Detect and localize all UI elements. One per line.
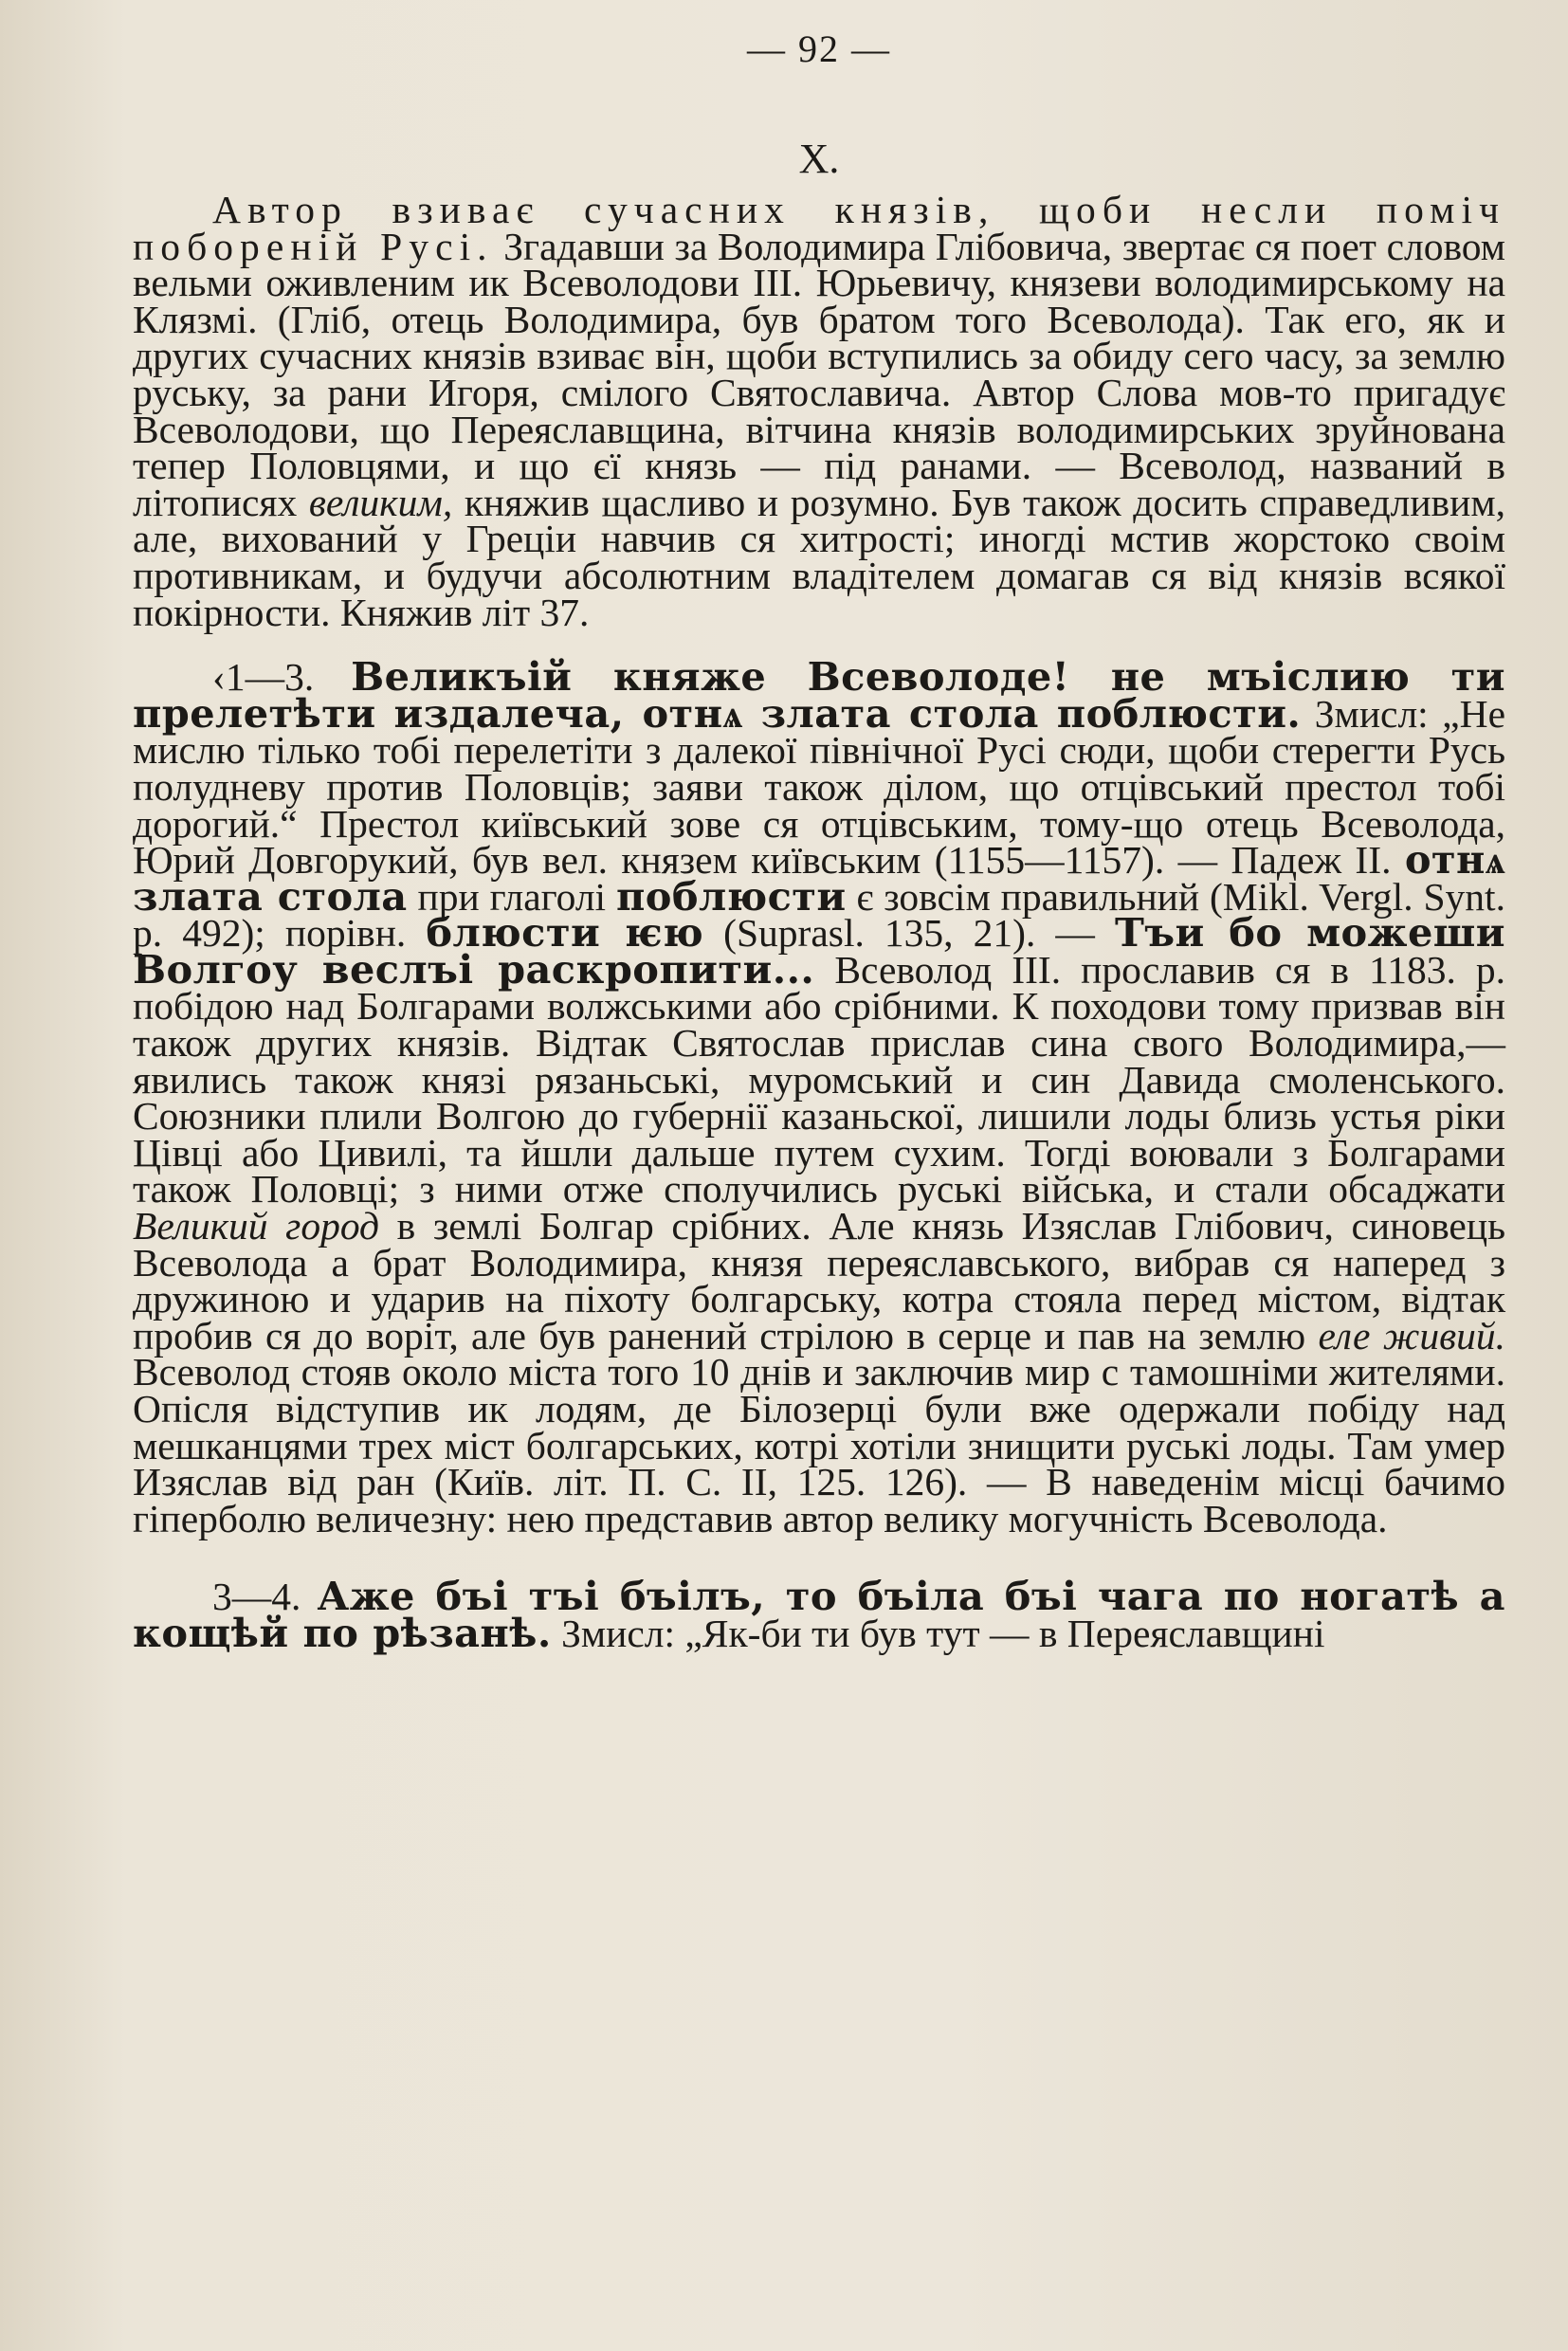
church-slavonic-quote: отнѧ злата стола (133, 836, 1505, 920)
italic-term: еле живий. (1318, 1313, 1505, 1358)
text-run: Згадавши за Володимира Глібовича, звертає ся поет словом вельми оживленим ик Всеволодови III. Юрьевичу, князеви володимирському на Клязмі. (Гліб, отець Володимира, був братом того Всеволода). Так его, як и других сучасних князів взиває він, щоби вступились за обиду сего часу, за землю руську, за рани Игоря, смілого Святославича. Автор Слова мов-то пригадує Всеволодови, що Переяславщина, вітчина князів володимирських зруйнована тепер Половцями, и що єї князь — під ранами. — Всеволод, названий в літописях (133, 224, 1505, 524)
verse-reference: 3—4. (212, 1575, 318, 1619)
paragraph-intro (133, 188, 1505, 634)
text-run: (Suprasl. 135, 21). — (703, 911, 1115, 956)
text-run: є зовсім правильний (Mikl. Vergl. Synt. p. 492); порівн. (133, 874, 1505, 956)
church-slavonic-quote: поблюсти (615, 872, 847, 920)
chapter-heading: X. (798, 136, 840, 182)
church-slavonic-quote: Великъій княже Всеволоде! не мъіслию ти прелетѣти издалеча, отнѧ злата стола поблюсти. (133, 653, 1505, 737)
church-slavonic-quote: блюсти ѥю (426, 909, 704, 957)
page-number: — 92 — (747, 27, 891, 70)
verse-reference: ‹1—3. (212, 655, 352, 700)
text-run: при глаголі (407, 874, 616, 919)
italic-term: Великий город (133, 1204, 380, 1248)
paragraph-commentary-1-3 (133, 653, 1505, 1540)
text-run: Всеволод стояв около міста того 10 днів и заключив мир с тамошніми жителями. Опісля відступив ик лодям, де Білозерці були вже одержали побіду над мешканцями трех міст болгарських, котрі хотіли знищити руські лоды. Там умер Изяслав від ран (Київ. літ. П. С. II, 125. 126). — В наведенім місці бачимо гіперболю величезну: нею представив автор велику могучність Всеволода. (133, 1350, 1505, 1540)
text-run: Всеволод III. прославив ся в 1183. р. побідою над Болгарами волжськими або срібними. К походови тому призвав він також других князів. Відтак Святослав прислав сина свого Володимира,— явились також князі рязаньські, муромський и син Давида смоленського. Союзники плили Волгою до губернії казаньскої, лишили лоды близь устья ріки Цівці або Цивилі, та йшли дальше путем сухим. Тогді воювали з Болгарами також Половці; з ними отже сполучились руські війська, и стали обсаджати (133, 947, 1505, 1212)
text-run: княжив щасливо и розумно. Був також досить справедливим, але, вихований у Греціи навчив ся хитрості; иногді мстив жорстоко своім противникам, и будучи абсолютним владітелем домагав ся від князів всякої покірности. Княжив літ 37. (133, 480, 1505, 634)
italic-term: великим, (308, 480, 453, 524)
text-run: Змисл: „Як-би ти був тут — в Переяславщині (551, 1611, 1325, 1655)
church-slavonic-quote: Аже бъі тъі бъілъ, то бъіла бъі чага по ногатѣ а кощѣй по рѣзанѣ. (133, 1573, 1505, 1656)
church-slavonic-quote: Тъи бо можеши Волгоу веслъі раскропити... (133, 909, 1505, 993)
text-run: Змисл: „Не мислю тілько тобі перелетіти з далекої північної Русі сюди, щоби стерегти Русь полудневу против Половців; заяви також ділом, що отцівський престол тобі дорогий.“ Престол київський зове ся отцівським, тому-що отець Всеволода, Юрий Довгорукий, був вел. князем київським (1155—1157). — Падеж II. (133, 691, 1505, 883)
paragraph-commentary-3-4 (133, 1573, 1505, 1656)
text-run: в землі Болгар срібних. Але князь Изяслав Глібович, синовець Всеволода а брат Володимира, князя переяславського, вибрав ся наперед з дружиною и ударив на піхоту болгарську, котра стояла перед містом, відтак пробив ся до воріт, але був ранений стрілою в серце и пав на землю (133, 1204, 1505, 1358)
spaced-lead-sentence: Автор взиває сучасних князів, щоби несли поміч побореній Русі. (133, 188, 1505, 268)
